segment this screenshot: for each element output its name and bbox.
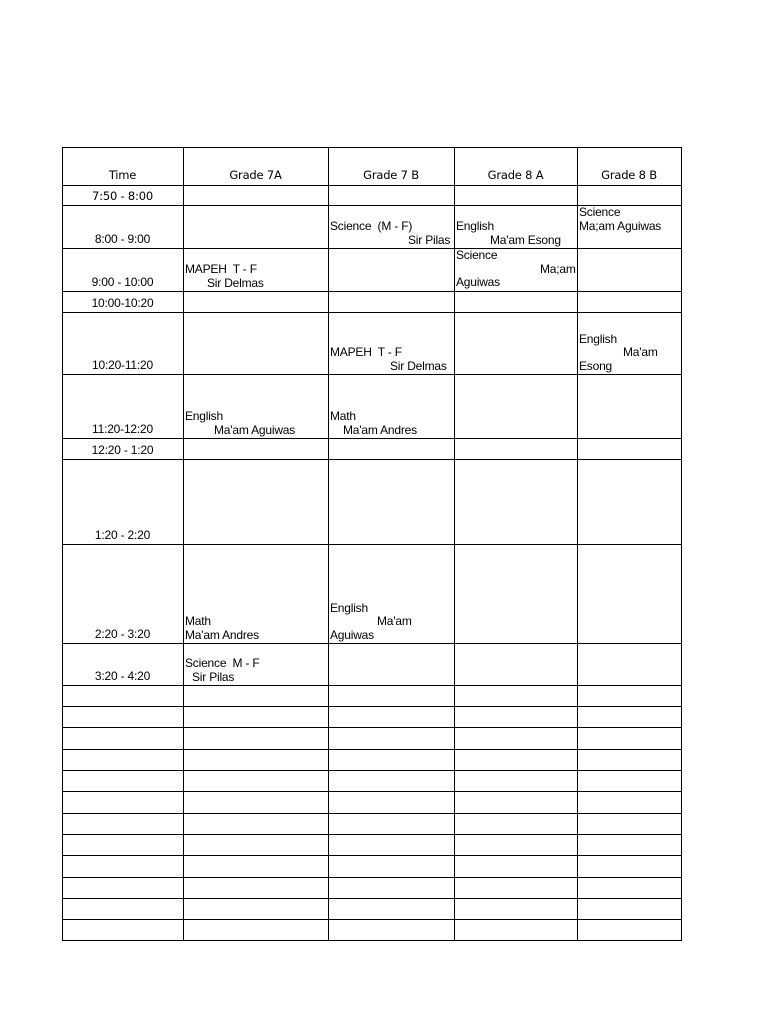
class-cell bbox=[330, 346, 452, 373]
grid-line bbox=[62, 706, 682, 707]
class-cell bbox=[185, 615, 326, 642]
class-cell-line: Esong bbox=[579, 358, 613, 373]
time-cell: 9:00 - 10:00 bbox=[91, 275, 154, 289]
time-cell: 1:20 - 2:20 bbox=[94, 528, 151, 542]
class-cell-line: Sir Delmas bbox=[390, 358, 447, 373]
class-cell-line: Sir Delmas bbox=[207, 275, 264, 290]
class-cell-line: Sir Pilas bbox=[408, 232, 451, 247]
grid-line bbox=[62, 749, 682, 750]
grid-line bbox=[62, 685, 682, 686]
column-header: Grade 8 B bbox=[601, 168, 657, 182]
grid-line bbox=[62, 459, 682, 460]
grid-line bbox=[62, 940, 682, 941]
class-cell-line: English bbox=[330, 600, 368, 615]
class-cell-line: Science bbox=[579, 205, 621, 219]
column-header: Grade 8 A bbox=[487, 168, 544, 182]
time-cell: 7:50 - 8:00 bbox=[92, 189, 153, 203]
grid-line bbox=[62, 248, 682, 249]
grid-line bbox=[62, 147, 682, 148]
grid-line bbox=[62, 727, 682, 728]
class-cell-line: MAPEH T - F bbox=[185, 262, 257, 276]
class-cell-line: Sir Pilas bbox=[192, 669, 235, 684]
class-cell-line: Ma'am bbox=[377, 614, 412, 628]
grid-line bbox=[62, 438, 682, 439]
class-cell-line: Ma'am Esong bbox=[490, 232, 561, 247]
class-cell bbox=[579, 333, 679, 374]
class-cell-line: Math bbox=[185, 614, 211, 628]
time-cell: 3:20 - 4:20 bbox=[94, 669, 151, 683]
class-cell-line: Science (M - F) bbox=[330, 219, 413, 233]
time-cell: 11:20-12:20 bbox=[92, 422, 153, 436]
class-cell bbox=[330, 220, 452, 247]
grid-line bbox=[62, 791, 682, 792]
grid-line bbox=[62, 374, 682, 375]
class-cell bbox=[185, 263, 326, 290]
time-cell: 10:00-10:20 bbox=[91, 296, 154, 310]
class-cell bbox=[456, 220, 575, 247]
class-cell-line: Ma'am Andres bbox=[185, 627, 259, 642]
class-cell-line: Science bbox=[456, 248, 498, 262]
column-header: Grade 7 B bbox=[363, 168, 419, 182]
grid-line bbox=[62, 813, 682, 814]
class-cell-line: Ma;am bbox=[540, 261, 576, 276]
time-cell: 10:20-11:20 bbox=[92, 358, 153, 372]
class-cell-line: Aguiwas bbox=[456, 275, 500, 289]
time-cell: 2:20 - 3:20 bbox=[94, 627, 151, 641]
class-cell bbox=[456, 249, 575, 290]
class-cell-line: English bbox=[456, 219, 494, 233]
class-cell-line: Aguiwas bbox=[330, 627, 374, 642]
grid-line bbox=[62, 544, 682, 545]
grid-line bbox=[62, 291, 682, 292]
class-cell-line: Ma'am Andres bbox=[343, 422, 417, 437]
grid-line bbox=[62, 834, 682, 835]
class-cell-line: Science M - F bbox=[185, 656, 260, 670]
class-cell-line: Ma;am Aguiwas bbox=[579, 218, 662, 233]
column-header: Time bbox=[108, 168, 137, 182]
column-header: Grade 7A bbox=[229, 168, 282, 182]
time-cell: 8:00 - 9:00 bbox=[94, 232, 151, 246]
class-cell-line: Math bbox=[330, 409, 356, 423]
time-cell: 12:20 - 1:20 bbox=[91, 443, 154, 457]
grid-line bbox=[62, 312, 682, 313]
grid-line bbox=[62, 643, 682, 644]
grid-line bbox=[62, 855, 682, 856]
class-cell-line: English bbox=[185, 409, 223, 423]
class-cell bbox=[185, 657, 326, 684]
class-cell-line: Ma'am Aguiwas bbox=[214, 422, 296, 437]
grid-line bbox=[62, 185, 682, 186]
grid-line bbox=[62, 919, 682, 920]
class-cell bbox=[330, 602, 452, 643]
class-cell bbox=[579, 206, 679, 233]
class-cell-line: MAPEH T - F bbox=[330, 345, 402, 359]
class-cell-line: Ma'am bbox=[623, 345, 658, 359]
class-cell-line: English bbox=[579, 331, 617, 346]
class-cell bbox=[330, 410, 452, 437]
grid-line bbox=[62, 877, 682, 878]
class-cell bbox=[185, 410, 326, 437]
grid-line bbox=[62, 898, 682, 899]
grid-line bbox=[62, 770, 682, 771]
